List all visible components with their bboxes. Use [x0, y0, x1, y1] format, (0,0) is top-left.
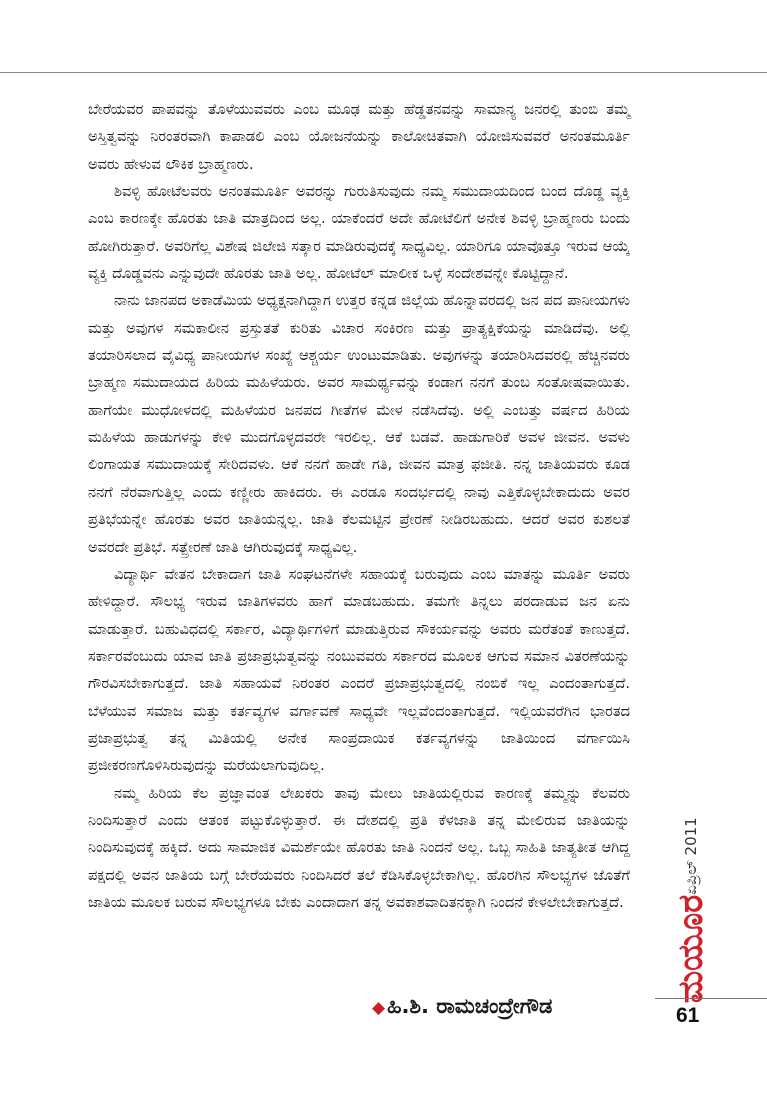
page-number: 61	[676, 1004, 700, 1027]
author-byline	[372, 994, 637, 1019]
author-name: ಹಿ.ಶಿ. ರಾಮಚಂದ್ರೇಗೌಡ	[387, 994, 553, 1018]
diamond-icon: ◆	[372, 998, 386, 1018]
paragraph-3: ನಾನು ಜಾನಪದ ಅಕಾಡೆಮಿಯ ಅಧ್ಯಕ್ಷನಾಗಿದ್ದಾಗ ಉತ್ತರ ಕನ್ನಡ ಜಿಲ್ಲೆಯ ಹೊನ್ನಾವರದಲ್ಲಿ ಜನ ಪದ ಪಾನೀಯಗಳು ಮತ್ತು ಅವುಗಳ ಸಮಕಾಲೀನ ಪ್ರಸ್ತುತತೆ ಕುರಿತು ವಿಚಾರ ಸಂಕಿರಣ ಮತ್ತು ಪ್ರಾತ್ಯಕ್ಷಿಕೆಯನ್ನು ಮಾಡಿದೆವು. ಅಲ್ಲಿ ತಯಾರಿಸಲಾದ ವೈವಿಧ್ಯ ಪಾನೀಯಗಳ ಸಂಖ್ಯೆ ಆಶ್ಚರ್ಯ ಉಂಟುಮಾಡಿತು. ಅವುಗಳನ್ನು ತಯಾರಿಸಿದವರಲ್ಲಿ ಹೆಚ್ಚಿನವರು ಬ್ರಾಹ್ಮಣ ಸಮುದಾಯದ ಹಿರಿಯ ಮಹಿಳೆಯರು. ಅವರ ಸಾಮರ್ಥ್ಯವನ್ನು ಕಂಡಾಗ ನನಗೆ ತುಂಬ ಸಂತೋಷವಾಯಿತು. ಹಾಗೆಯೇ ಮುಧೋಳದಲ್ಲಿ ಮಹಿಳೆಯರ ಜನಪದ ಗೀತೆಗಳ ಮೇಳ ನಡೆಸಿದೆವು. ಅಲ್ಲಿ ಎಂಬತ್ತು ವರ್ಷದ ಹಿರಿಯ ಮಹಿಳೆಯ ಹಾಡುಗಳನ್ನು ಕೇಳಿ ಮುದಗೊಳ್ಳದವರೇ ಇರಲಿಲ್ಲ. ಆಕೆ ಬಡವೆ. ಹಾಡುಗಾರಿಕೆ ಅವಳ ಜೀವನ. ಅವಳು ಲಿಂಗಾಯತ ಸಮುದಾಯಕ್ಕೆ ಸೇರಿದವಳು. ಆಕೆ ನನಗೆ ಹಾಡೇ ಗತಿ, ಜೀವನ ಮಾತ್ರ ಫಜೀತಿ. ನನ್ನ ಜಾತಿಯವರು ಕೂಡ ನನಗೆ ನೆರವಾಗುತ್ತಿಲ್ಲ ಎಂದು ಕಣ್ಣೀರು ಹಾಕಿದರು. ಈ ಎರಡೂ ಸಂದರ್ಭದಲ್ಲಿ ನಾವು ಎತ್ತಿಕೊಳ್ಳಬೇಕಾದುದು ಅವರ ಪ್ರತಿಭೆಯನ್ನೇ ಹೊರತು ಅವರ ಜಾತಿಯನ್ನಲ್ಲ. ಜಾತಿ ಕೆಲಮಟ್ಟಿನ ಪ್ರೇರಣೆ ನೀಡಿರಬಹುದು. ಆದರೆ ಅವರ ಕುಶಲತೆ ಅವರದೇ ಪ್ರತಿಭೆ. ಸತ್ಪ್ರೇರಣೆ ಜಾತಿ ಆಗಿರುವುದಕ್ಕೆ ಸಾಧ್ಯವಿಲ್ಲ.	[88, 292, 630, 556]
footer-rule	[655, 998, 767, 999]
magazine-logo-text: ಮಯೂರ	[671, 894, 711, 1004]
article-body	[88, 96, 630, 916]
paragraph-5: ನಮ್ಮ ಹಿರಿಯ ಕೆಲ ಪ್ರಜ್ಞಾವಂತ ಲೇಖಕರು ತಾವು ಮೇಲು ಜಾತಿಯಲ್ಲಿರುವ ಕಾರಣಕ್ಕೆ ತಮ್ಮನ್ನು ಕೆಲವರು ನಿಂದಿಸುತ್ತಾರೆ ಎಂದು ಆತಂಕ ಪಟ್ಟುಕೊಳ್ಳುತ್ತಾರೆ. ಈ ದೇಶದಲ್ಲಿ ಪ್ರತಿ ಕೆಳಜಾತಿ ತನ್ನ ಮೇಲಿರುವ ಜಾತಿಯನ್ನು ನಿಂದಿಸುವುದಕ್ಕೆ ಹಕ್ಕಿದೆ. ಅದು ಸಾಮಾಜಿಕ ವಿಮರ್ಶೆಯೇ ಹೊರತು ಜಾತಿ ನಿಂದನೆ ಅಲ್ಲ. ಒಬ್ಬ ಸಾಹಿತಿ ಜಾತ್ಯತೀತ ಆಗಿದ್ದ ಪಕ್ಷದಲ್ಲಿ ಅವನ ಜಾತಿಯ ಬಗ್ಗೆ ಬೇರೆಯವರು ನಿಂದಿಸಿದರೆ ತಲೆ ಕೆಡಿಸಿಕೊಳ್ಳಬೇಕಾಗಿಲ್ಲ. ಹೊರಗಿನ ಸೌಲಭ್ಯಗಳ ಜೊತೆಗೆ ಜಾತಿಯ ಮೂಲಕ ಬರುವ ಸೌಲಭ್ಯಗಳೂ ಬೇಕು ಎಂದಾದಾಗ ತನ್ನ ಅವಕಾಶವಾದಿತನಕ್ಕಾಗಿ ನಿಂದನೆ ಕೇಳಲೇಬೇಕಾಗುತ್ತದೆ.	[88, 784, 630, 911]
issue-date	[674, 806, 708, 906]
issue-date-label: ಏಪ್ರಿಲ್ 2011	[682, 817, 700, 895]
magazine-name	[668, 894, 714, 1004]
header-rule	[0, 72, 767, 73]
paragraph-4: ವಿದ್ಯಾರ್ಥಿ ವೇತನ ಬೇಕಾದಾಗ ಜಾತಿ ಸಂಘಟನೆಗಳೇ ಸಹಾಯಕ್ಕೆ ಬರುವುದು ಎಂಬ ಮಾತನ್ನು ಮೂರ್ತಿ ಅವರು ಹೇಳಿದ್ದಾರೆ. ಸೌಲಭ್ಯ ಇರುವ ಜಾತಿಗಳವರು ಹಾಗೆ ಮಾಡಬಹುದು. ತಮಗೇ ತಿನ್ನಲು ಪರದಾಡುವ ಜನ ಏನು ಮಾಡುತ್ತಾರೆ. ಬಹುವಿಧದಲ್ಲಿ ಸರ್ಕಾರ, ವಿದ್ಯಾರ್ಥಿಗಳಿಗೆ ಮಾಡುತ್ತಿರುವ ಸೌಕರ್ಯವನ್ನು ಅವರು ಮರೆತಂತೆ ಕಾಣುತ್ತದೆ. ಸರ್ಕಾರವೆಂಬುದು ಯಾವ ಜಾತಿ ಪ್ರಜಾಪ್ರಭುತ್ವವನ್ನು ನಂಬುವವರು ಸರ್ಕಾರದ ಮೂಲಕ ಆಗುವ ಸಮಾನ ವಿತರಣೆಯನ್ನು ಗೌರವಿಸಬೇಕಾಗುತ್ತದೆ. ಜಾತಿ ಸಹಾಯವೆ ನಿರಂತರ ಎಂದರೆ ಪ್ರಜಾಪ್ರಭುತ್ವದಲ್ಲಿ ನಂಬಿಕೆ ಇಲ್ಲ ಎಂದಂತಾಗುತ್ತದೆ. ಬೆಳೆಯುವ ಸಮಾಜ ಮತ್ತು ಕರ್ತವ್ಯಗಳ ವರ್ಗಾವಣೆ ಸಾಧ್ಯವೇ ಇಲ್ಲವೆಂದಂತಾಗುತ್ತದೆ. ಇಲ್ಲಿಯವರೆಗಿನ ಭಾರತದ ಪ್ರಜಾಪ್ರಭುತ್ವ ತನ್ನ ಮಿತಿಯಲ್ಲಿ ಅನೇಕ ಸಾಂಪ್ರದಾಯಿಕ ಕರ್ತವ್ಯಗಳನ್ನು ಜಾತಿಯಿಂದ ವರ್ಗಾಯಿಸಿ ಪ್ರಜೀಕರಣಗೊಳಿಸಿರುವುದನ್ನು ಮರೆಯಲಾಗುವುದಿಲ್ಲ.	[88, 565, 630, 775]
paragraph-2: ಶಿವಳ್ಳಿ ಹೋಟೆಲವರು ಅನಂತಮೂರ್ತಿ ಅವರನ್ನು ಗುರುತಿಸುವುದು ನಮ್ಮ ಸಮುದಾಯದಿಂದ ಬಂದ ದೊಡ್ಡ ವ್ಯಕ್ತಿ ಎಂಬ ಕಾರಣಕ್ಕೇ ಹೊರತು ಜಾತಿ ಮಾತ್ರದಿಂದ ಅಲ್ಲ. ಯಾಕೆಂದರೆ ಅದೇ ಹೋಟೆಲಿಗೆ ಅನೇಕ ಶಿವಳ್ಳಿ ಬ್ರಾಹ್ಮಣರು ಬಂದು ಹೋಗಿರುತ್ತಾರೆ. ಅವರಿಗೆಲ್ಲ ವಿಶೇಷ ಜಿಲೇಜಿ ಸತ್ಕಾರ ಮಾಡಿರುವುದಕ್ಕೆ ಸಾಧ್ಯವಿಲ್ಲ. ಯಾರಿಗೂ ಯಾವೊತ್ತೂ ಇರುವ ಆಯ್ಕೆ ವ್ಯಕ್ತಿ ದೊಡ್ಡವನು ಎನ್ನುವುದೇ ಹೊರತು ಜಾತಿ ಅಲ್ಲ. ಹೋಟೆಲ್ ಮಾಲೀಕ ಒಳ್ಳೆ ಸಂದೇಶವನ್ನೇ ಕೊಟ್ಟಿದ್ದಾನೆ.	[88, 183, 630, 283]
paragraph-1: ಬೇರೆಯವರ ಪಾಪವನ್ನು ತೊಳೆಯುವವರು ಎಂಬ ಮೂಢ ಮತ್ತು ಹೆಡ್ಡತನವನ್ನು ಸಾಮಾನ್ಯ ಜನರಲ್ಲಿ ತುಂಬಿ ತಮ್ಮ ಅಸ್ತಿತ್ವವನ್ನು ನಿರಂತರವಾಗಿ ಕಾಪಾಡಲಿ ಎಂಬ ಯೋಜನೆಯನ್ನು ಕಾಲೋಚಿತವಾಗಿ ಯೋಜಿಸುವವರೆ ಅನಂತಮೂರ್ತಿ ಅವರು ಹೇಳುವ ಲೌಕಿಕ ಬ್ರಾಹ್ಮಣರು.	[88, 101, 630, 173]
